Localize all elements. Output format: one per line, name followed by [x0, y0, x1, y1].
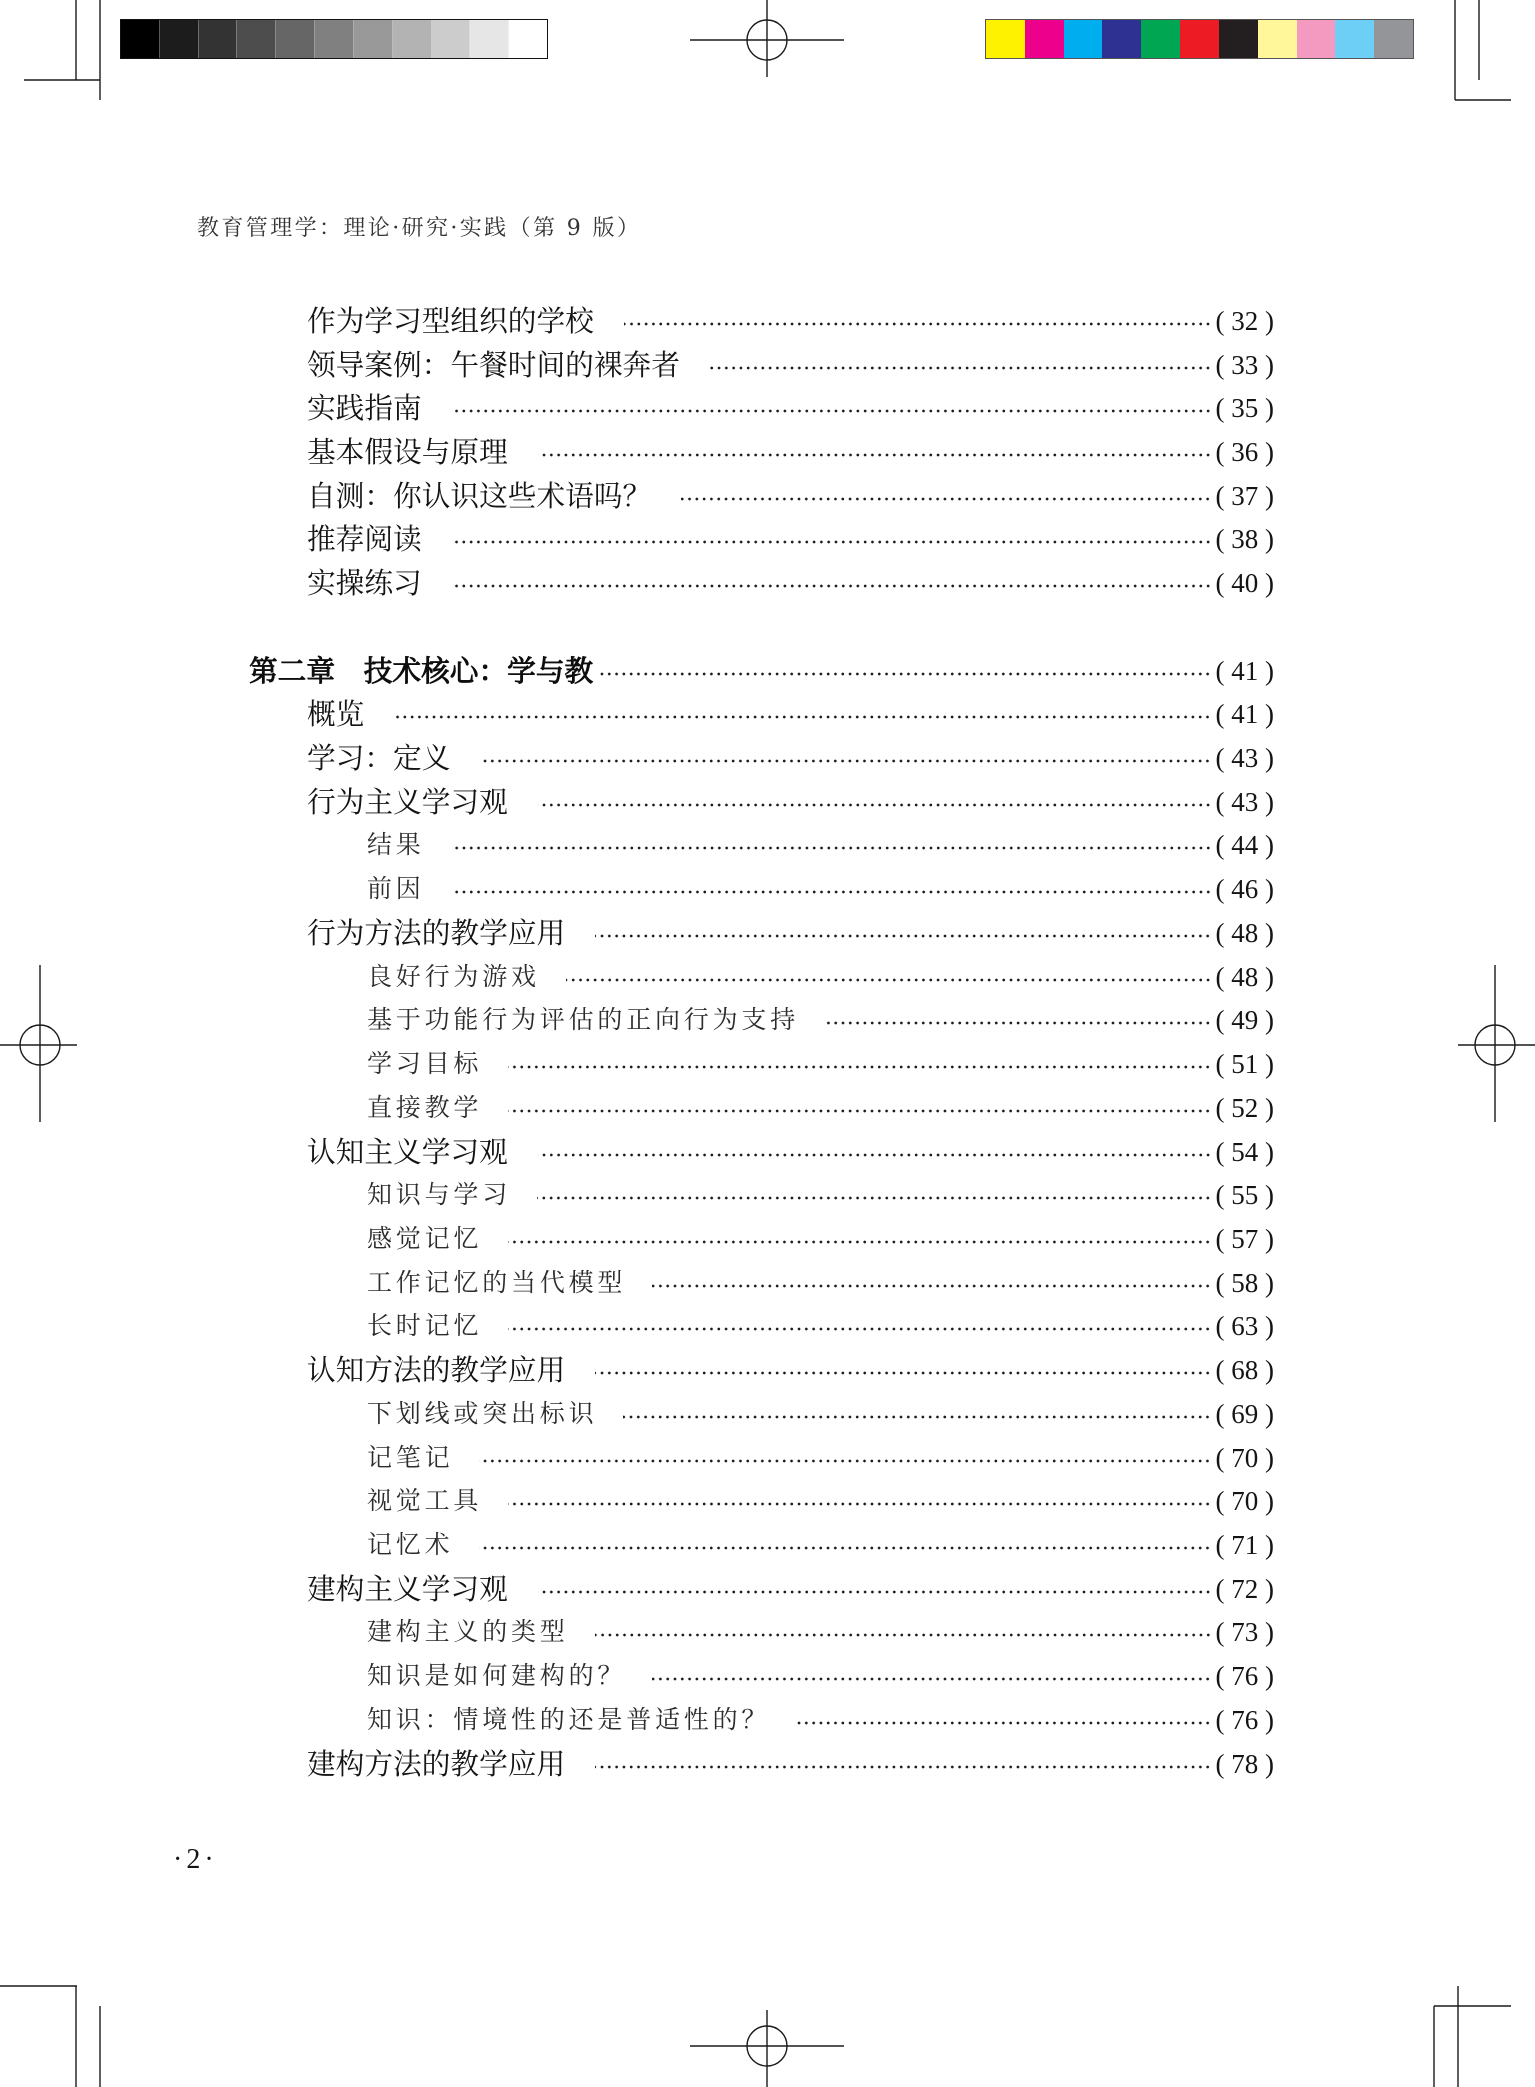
- crop-mark-top-right: [1455, 0, 1511, 100]
- toc-title: 基于功能行为评估的正向行为支持: [367, 1005, 800, 1035]
- toc-title: 知识是如何建构的？: [367, 1661, 627, 1691]
- toc-subsection: [0, 824, 1274, 868]
- toc-subsection: [0, 955, 1274, 999]
- toc-section: [0, 692, 1274, 736]
- dot-leader: [623, 1415, 1211, 1419]
- toc-page-number: ( 57 ): [1215, 1223, 1274, 1254]
- toc-subsection: [0, 1042, 1274, 1086]
- toc-title: 领导案例：午餐时间的裸奔者: [307, 347, 680, 382]
- gray-swatch: [237, 20, 276, 58]
- dot-leader: [624, 322, 1212, 326]
- toc-page-number: ( 63 ): [1215, 1311, 1274, 1342]
- toc-page-number: ( 43 ): [1215, 743, 1274, 774]
- toc-subsection: [0, 1436, 1274, 1480]
- toc-section: [0, 736, 1274, 780]
- toc-title: 基本假设与原理: [307, 435, 508, 470]
- color-swatch: [1025, 20, 1064, 58]
- dot-leader: [451, 846, 1212, 850]
- toc-subsection: [0, 1523, 1274, 1567]
- toc-page-number: ( 71 ): [1215, 1529, 1274, 1560]
- toc-page-number: ( 69 ): [1215, 1398, 1274, 1429]
- toc-page-number: ( 76 ): [1215, 1704, 1274, 1735]
- toc-title: 良好行为游戏: [367, 961, 540, 991]
- color-swatch: [1219, 20, 1258, 58]
- toc-page-number: ( 78 ): [1215, 1748, 1274, 1779]
- toc-subsection: [0, 1392, 1274, 1436]
- toc-title: 建构方法的教学应用: [307, 1746, 566, 1781]
- toc-page-number: ( 43 ): [1215, 786, 1274, 817]
- color-swatch: [1180, 20, 1219, 58]
- dot-leader: [538, 803, 1212, 807]
- toc-subsection: [0, 1173, 1274, 1217]
- toc-page-number: ( 33 ): [1215, 349, 1274, 380]
- toc-title: 记忆术: [367, 1529, 454, 1559]
- toc-page-number: ( 41 ): [1215, 655, 1274, 686]
- toc-page-number: ( 37 ): [1215, 480, 1274, 511]
- registration-mark-bottom: [690, 2010, 844, 2087]
- toc-subsection: [0, 1479, 1274, 1523]
- toc-title: 实践指南: [307, 391, 422, 426]
- toc-page-number: ( 46 ): [1215, 874, 1274, 905]
- toc-title: 长时记忆: [367, 1311, 483, 1341]
- dot-leader: [452, 409, 1212, 413]
- toc-section: [0, 1130, 1274, 1174]
- dot-leader: [652, 1284, 1211, 1288]
- toc-page-number: ( 49 ): [1215, 1005, 1274, 1036]
- toc-section: [0, 561, 1274, 605]
- gray-swatch: [509, 20, 547, 58]
- color-swatch: [1102, 20, 1141, 58]
- toc-title: 结果: [367, 830, 425, 860]
- toc-title: 学习目标: [367, 1049, 483, 1079]
- toc-page-number: ( 35 ): [1215, 393, 1274, 424]
- toc-page-number: ( 51 ): [1215, 1049, 1274, 1080]
- color-bar: [985, 19, 1414, 59]
- toc-title: 视觉工具: [367, 1486, 483, 1516]
- toc-page-number: ( 76 ): [1215, 1661, 1274, 1692]
- toc-page-number: ( 48 ): [1215, 917, 1274, 948]
- dot-leader: [566, 978, 1212, 982]
- toc-section: [0, 299, 1274, 343]
- toc-subsection: [0, 1611, 1274, 1655]
- toc-title: 建构主义学习观: [307, 1571, 508, 1606]
- gray-swatch: [470, 20, 509, 58]
- dot-leader: [538, 453, 1212, 457]
- crop-mark-top-left: [24, 0, 100, 100]
- dot-leader: [595, 1633, 1212, 1637]
- toc-title: 学习：定义: [307, 741, 451, 776]
- toc-subsection: [0, 1698, 1274, 1742]
- gray-swatch: [276, 20, 315, 58]
- toc-page-number: ( 72 ): [1215, 1573, 1274, 1604]
- toc-page-number: ( 48 ): [1215, 961, 1274, 992]
- toc-title: 知识：情境性的还是普适性的？: [367, 1704, 771, 1734]
- gray-swatch: [393, 20, 432, 58]
- dot-leader: [508, 1327, 1211, 1331]
- toc-section: [0, 474, 1274, 518]
- toc-page-number: ( 55 ): [1215, 1180, 1274, 1211]
- toc-page-number: ( 54 ): [1215, 1136, 1274, 1167]
- toc-section: [0, 1742, 1274, 1786]
- page-number: ·2·: [173, 1844, 218, 1875]
- toc-section: [0, 518, 1274, 562]
- dot-leader: [597, 672, 1211, 676]
- toc-section: [0, 911, 1274, 955]
- toc-title: 第二章 技术核心：学与教: [249, 653, 594, 688]
- toc-page-number: ( 36 ): [1215, 437, 1274, 468]
- color-swatch: [1064, 20, 1103, 58]
- toc-title: 工作记忆的当代模型: [367, 1267, 627, 1297]
- toc-subsection: [0, 1086, 1274, 1130]
- dot-leader: [394, 715, 1211, 719]
- grayscale-bar: [120, 19, 548, 59]
- dot-leader: [508, 1109, 1211, 1113]
- toc-page-number: ( 40 ): [1215, 568, 1274, 599]
- toc-section: [0, 1348, 1274, 1392]
- toc-title: 认知方法的教学应用: [307, 1353, 566, 1388]
- dot-leader: [508, 1240, 1211, 1244]
- gray-swatch: [199, 20, 238, 58]
- dot-leader: [452, 540, 1212, 544]
- toc-page-number: ( 41 ): [1215, 699, 1274, 730]
- toc-title: 行为主义学习观: [307, 784, 508, 819]
- toc-page-number: ( 38 ): [1215, 524, 1274, 555]
- toc-subsection: [0, 1261, 1274, 1305]
- dot-leader: [538, 1153, 1212, 1157]
- toc-title: 推荐阅读: [307, 522, 422, 557]
- toc-title: 行为方法的教学应用: [307, 915, 566, 950]
- registration-mark-right: [1458, 965, 1535, 1122]
- dot-leader: [479, 1546, 1211, 1550]
- dot-leader: [652, 1677, 1211, 1681]
- toc-section: [0, 780, 1274, 824]
- toc-title: 实操练习: [307, 566, 422, 601]
- dot-leader: [537, 1196, 1212, 1200]
- toc-title: 感觉记忆: [367, 1223, 483, 1253]
- dot-leader: [595, 1765, 1211, 1769]
- toc-page-number: ( 70 ): [1215, 1486, 1274, 1517]
- running-header: 教育管理学：理论·研究·实践（第 9 版）: [197, 216, 642, 241]
- toc-page-number: ( 70 ): [1215, 1442, 1274, 1473]
- dot-leader: [796, 1721, 1211, 1725]
- toc-page-number: ( 32 ): [1215, 305, 1274, 336]
- toc-title: 直接教学: [367, 1092, 483, 1122]
- toc-subsection: [0, 999, 1274, 1043]
- toc-chapter: [0, 649, 1274, 693]
- dot-leader: [681, 497, 1211, 501]
- dot-leader: [538, 1590, 1212, 1594]
- dot-leader: [451, 890, 1212, 894]
- color-swatch: [1297, 20, 1336, 58]
- toc-section: [0, 343, 1274, 387]
- crop-mark-bottom-right: [1434, 1986, 1511, 2087]
- toc-page-number: ( 52 ): [1215, 1092, 1274, 1123]
- toc-page-number: ( 73 ): [1215, 1617, 1274, 1648]
- toc-section: [0, 430, 1274, 474]
- gray-swatch: [432, 20, 471, 58]
- toc-subsection: [0, 1217, 1274, 1261]
- toc-page-number: ( 58 ): [1215, 1267, 1274, 1298]
- gray-swatch: [315, 20, 354, 58]
- toc-title: 下划线或突出标识: [367, 1398, 598, 1428]
- toc-subsection: [0, 1305, 1274, 1349]
- color-swatch: [986, 20, 1025, 58]
- toc-title: 建构主义的类型: [367, 1617, 569, 1647]
- dot-leader: [508, 1502, 1211, 1506]
- color-swatch: [1374, 20, 1413, 58]
- dot-leader: [825, 1021, 1212, 1025]
- dot-leader: [595, 934, 1211, 938]
- toc-title: 记笔记: [367, 1442, 454, 1472]
- toc-title: 知识与学习: [367, 1180, 512, 1210]
- dot-leader: [480, 759, 1211, 763]
- gray-swatch: [354, 20, 393, 58]
- dot-leader: [452, 584, 1212, 588]
- color-swatch: [1141, 20, 1180, 58]
- toc-page-number: ( 68 ): [1215, 1355, 1274, 1386]
- dot-leader: [508, 1065, 1211, 1069]
- toc-list: [0, 299, 1274, 1785]
- toc-subsection: [0, 1654, 1274, 1698]
- dot-leader: [595, 1371, 1211, 1375]
- toc-title: 概览: [307, 697, 365, 732]
- toc-page-number: ( 44 ): [1215, 830, 1274, 861]
- toc-title: 前因: [367, 874, 425, 904]
- toc-section: [0, 386, 1274, 430]
- crop-mark-bottom-left: [0, 1986, 100, 2087]
- toc-section: [0, 1567, 1274, 1611]
- toc-title: 作为学习型组织的学校: [307, 303, 594, 338]
- toc-title: 认知主义学习观: [307, 1134, 508, 1169]
- toc-title: 自测：你认识这些术语吗？: [307, 478, 652, 513]
- dot-leader: [479, 1459, 1211, 1463]
- dot-leader: [710, 366, 1212, 370]
- color-swatch: [1258, 20, 1297, 58]
- toc-subsection: [0, 867, 1274, 911]
- gray-swatch: [160, 20, 199, 58]
- registration-mark-top: [690, 0, 844, 77]
- color-swatch: [1335, 20, 1374, 58]
- gray-swatch: [121, 20, 160, 58]
